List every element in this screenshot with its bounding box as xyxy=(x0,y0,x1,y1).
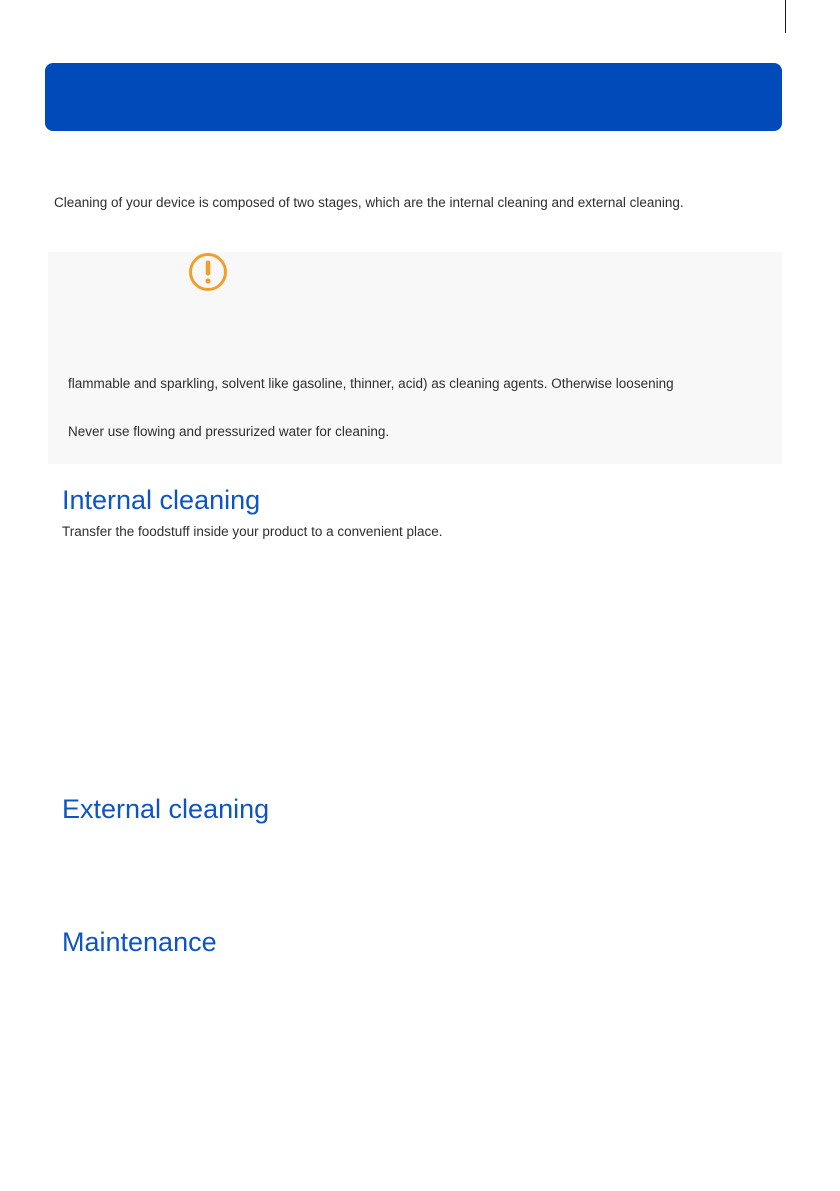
external-cleaning-heading: External cleaning xyxy=(62,794,270,824)
intro-text: Cleaning of your device is composed of two stages, which are the internal cleaning and external cleaning. xyxy=(54,195,684,210)
maintenance-heading: Maintenance xyxy=(62,927,217,957)
warning-line: flammable and sparkling, solvent like gasoline, thinner, acid) as cleaning agents. Otherwise loosening xyxy=(68,376,674,391)
exclamation-circle-icon xyxy=(188,252,228,292)
page-edge-rule xyxy=(785,0,786,33)
header-bar xyxy=(45,63,782,131)
warning-line: Never use flowing and pressurized water for cleaning. xyxy=(68,424,390,439)
warning-box xyxy=(48,252,782,464)
internal-cleaning-heading: Internal cleaning xyxy=(62,485,261,515)
internal-cleaning-text: Transfer the foodstuff inside your product to a convenient place. xyxy=(62,524,443,539)
